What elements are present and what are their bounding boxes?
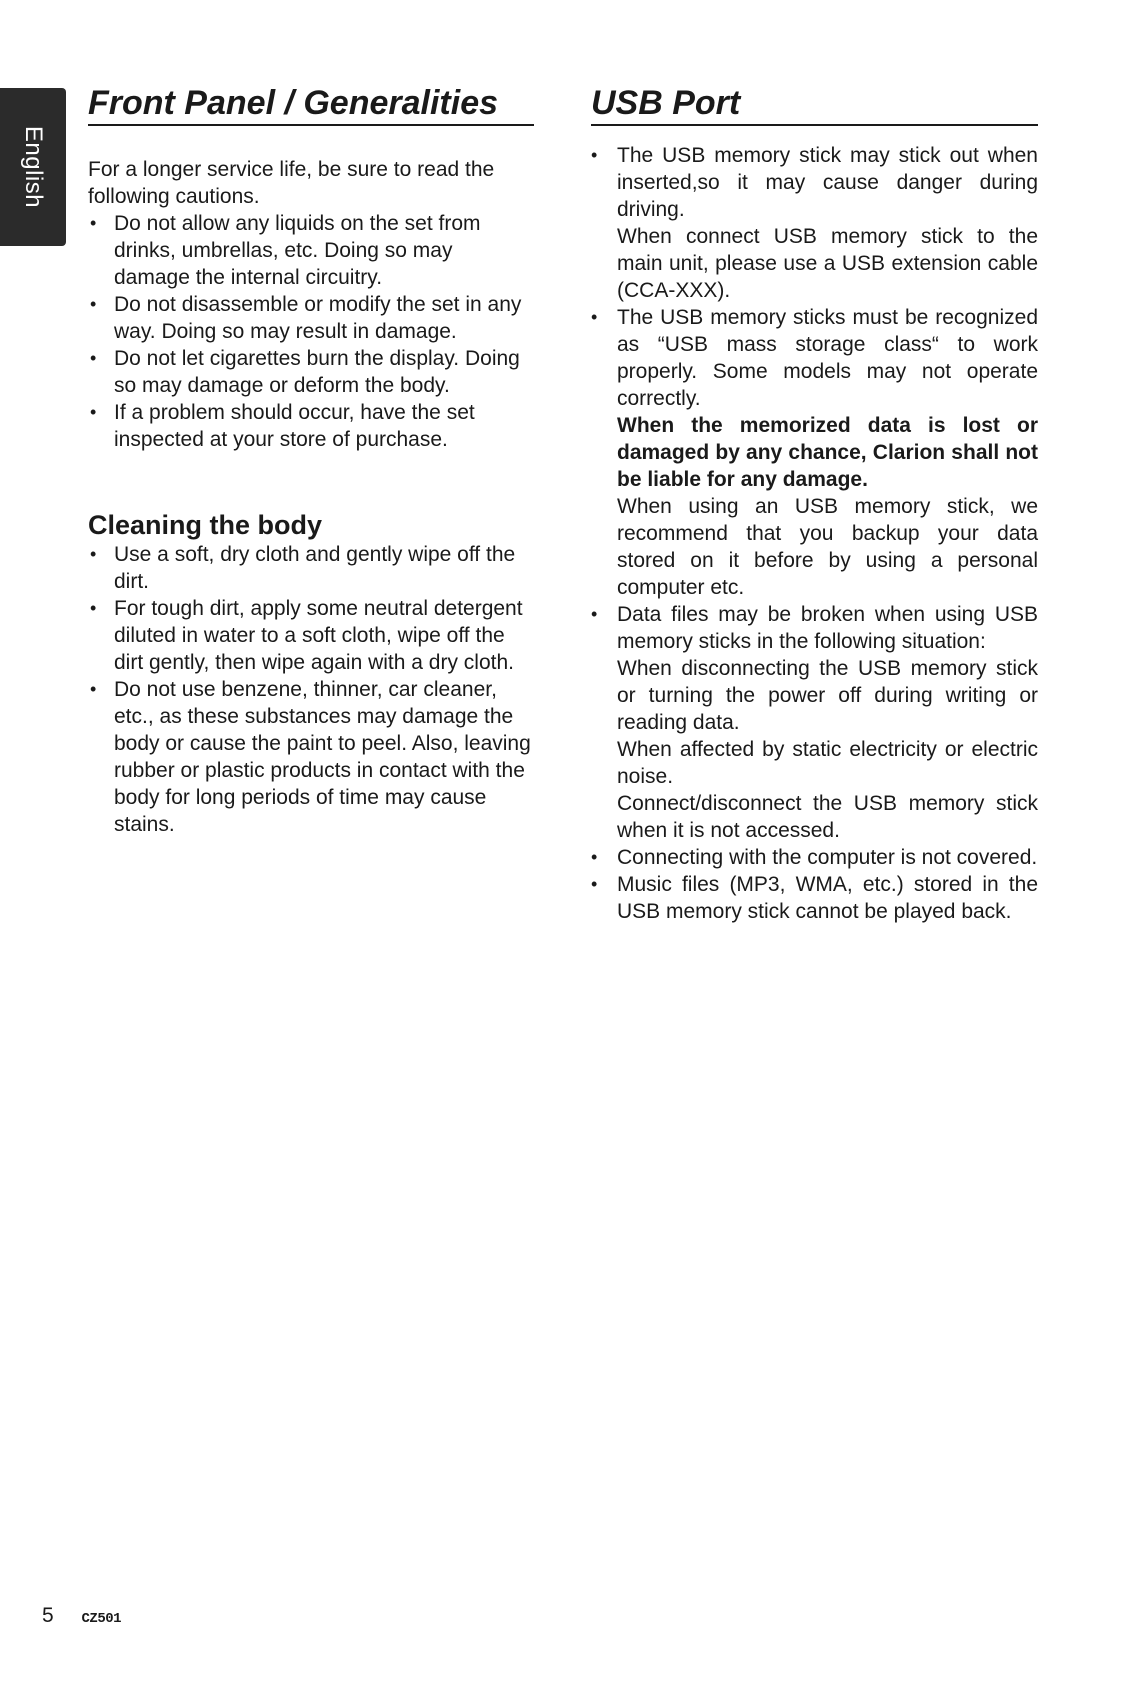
model-number: CZ501 <box>81 1611 122 1627</box>
usb-note: • Connecting with the computer is not covered. <box>591 844 1038 871</box>
left-column <box>88 84 534 838</box>
cleaning-item: • Use a soft, dry cloth and gently wipe off the dirt. <box>88 541 534 595</box>
usb-port-title: USB Port <box>591 84 1038 126</box>
usb-liability-warning: When the memorized data is lost or damaged by any chance, Clarion shall not be liable for any damage. <box>617 414 1038 491</box>
page-number: 5 <box>42 1604 54 1627</box>
cleaning-title: Cleaning the body <box>88 510 323 540</box>
caution-item: • Do not allow any liquids on the set from drinks, umbrellas, etc. Doing so may damage the internal circuitry. <box>88 210 534 291</box>
right-column <box>591 84 1038 925</box>
usb-note-extra: When using an USB memory stick, we recommend that you backup your data stored on it before by using a personal computer etc. <box>617 495 1038 599</box>
usb-note-extra: When affected by static electricity or electric noise. <box>617 738 1038 788</box>
usb-notes <box>591 142 1038 925</box>
usb-note: • Music files (MP3, WMA, etc.) stored in the USB memory stick cannot be played back. <box>591 871 1038 925</box>
caution-item: • Do not let cigarettes burn the display. Doing so may damage or deform the body. <box>88 345 534 399</box>
usb-note-text: The USB memory stick may stick out when inserted,so it may cause danger during driving. <box>617 144 1038 221</box>
usb-note <box>591 142 1038 304</box>
usb-note-extra: Connect/disconnect the USB memory stick when it is not accessed. <box>617 792 1038 842</box>
cleaning-list <box>88 541 534 838</box>
cleaning-item: • Do not use benzene, thinner, car cleaner, etc., as these substances may damage the body or cause the paint to peel. Also, leaving rubber or plastic products in contact with the body for long periods of time may cause stains. <box>88 676 534 838</box>
front-panel-intro: For a longer service life, be sure to read the following cautions. <box>88 158 495 208</box>
usb-note <box>591 304 1038 601</box>
caution-item: • Do not disassemble or modify the set in any way. Doing so may result in damage. <box>88 291 534 345</box>
usb-note-extra: When connect USB memory stick to the main unit, please use a USB extension cable (CCA-XXX). <box>617 225 1038 302</box>
usb-note <box>591 601 1038 844</box>
page-footer <box>42 1604 121 1628</box>
usb-note-text: Data files may be broken when using USB memory sticks in the following situation: <box>617 603 1038 653</box>
language-tab <box>0 88 66 246</box>
front-panel-title: Front Panel / Generalities <box>88 84 534 126</box>
usb-note-extra: When disconnecting the USB memory stick or turning the power off during writing or reading data. <box>617 657 1038 734</box>
front-panel-cautions <box>88 210 534 453</box>
language-label: English <box>20 125 47 209</box>
cleaning-item: • For tough dirt, apply some neutral detergent diluted in water to a soft cloth, wipe off the dirt gently, then wipe again with a dry cloth. <box>88 595 534 676</box>
caution-item: • If a problem should occur, have the set inspected at your store of purchase. <box>88 399 534 453</box>
usb-note-text: The USB memory sticks must be recognized as “USB mass storage class“ to work properly. Some models may not operate correctly. <box>617 306 1038 410</box>
